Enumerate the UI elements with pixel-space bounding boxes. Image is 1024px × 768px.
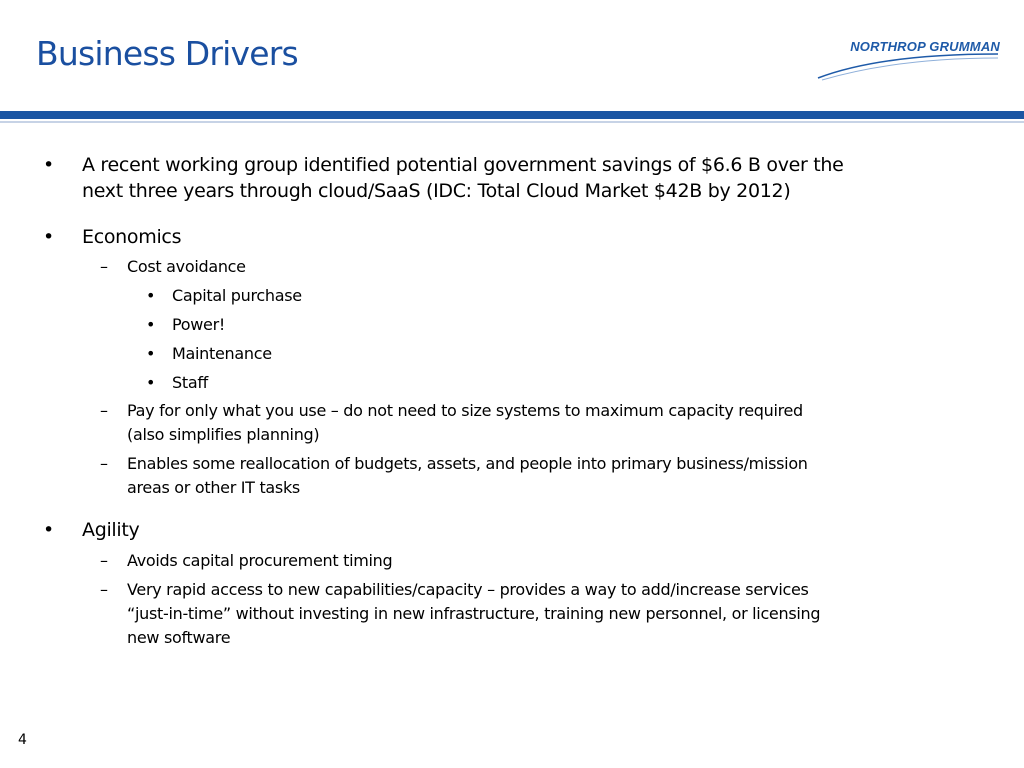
list-item <box>172 371 208 395</box>
page-number: 4 <box>18 732 27 748</box>
sub-item-line: “just-in-time” without investing in new infrastructure, training new personnel, or licensing <box>127 604 821 623</box>
bullet-savings <box>82 152 844 204</box>
bullet-marker: • <box>146 344 156 363</box>
sub-item-reallocation <box>127 452 808 500</box>
list-item <box>172 342 272 366</box>
bullet-marker: • <box>146 373 156 392</box>
logo-wordmark: NORTHROP GRUMMAN <box>850 39 1000 54</box>
bullet-text: Agility <box>82 519 140 541</box>
bullet-agility <box>82 517 140 543</box>
sub-item-rapid-access <box>127 578 820 650</box>
sub-item-pay-per-use <box>127 399 803 447</box>
bullet-marker: • <box>146 286 156 305</box>
bullet-marker: • <box>43 154 54 176</box>
dash-marker: – <box>100 454 108 473</box>
company-logo <box>800 36 1000 82</box>
list-item-text: Staff <box>172 373 209 392</box>
sub-item-line: Enables some reallocation of budgets, assets, and people into primary business/mission <box>127 454 808 473</box>
bullet-economics <box>82 224 181 250</box>
list-item-text: Power! <box>172 315 225 334</box>
dash-marker: – <box>100 580 108 599</box>
sub-item-line: new software <box>127 628 231 647</box>
list-item-text: Maintenance <box>172 344 272 363</box>
sub-item-cost-avoidance <box>127 255 246 279</box>
slide-title: Business Drivers <box>36 34 298 73</box>
dash-marker: – <box>100 551 108 570</box>
sub-item-procurement <box>127 549 392 573</box>
header-rule <box>0 111 1024 119</box>
bullet-line: next three years through cloud/SaaS (IDC: Total Cloud Market $42B by 2012) <box>82 180 791 202</box>
list-item <box>172 284 302 308</box>
header-rule-thin <box>0 121 1024 123</box>
sub-item-line: (also simplifies planning) <box>127 425 320 444</box>
sub-item-text: Avoids capital procurement timing <box>127 551 393 570</box>
bullet-text: Economics <box>82 226 182 248</box>
sub-item-line: areas or other IT tasks <box>127 478 300 497</box>
sub-item-line: Pay for only what you use – do not need to size systems to maximum capacity required <box>127 401 803 420</box>
bullet-line: A recent working group identified potential government savings of $6.6 B over the <box>82 154 844 176</box>
dash-marker: – <box>100 401 108 420</box>
list-item <box>172 313 225 337</box>
sub-item-line: Very rapid access to new capabilities/capacity – provides a way to add/increase services <box>127 580 809 599</box>
bullet-marker: • <box>43 226 54 248</box>
bullet-marker: • <box>43 519 54 541</box>
dash-marker: – <box>100 257 108 276</box>
sub-item-text: Cost avoidance <box>127 257 246 276</box>
list-item-text: Capital purchase <box>172 286 302 305</box>
bullet-marker: • <box>146 315 156 334</box>
